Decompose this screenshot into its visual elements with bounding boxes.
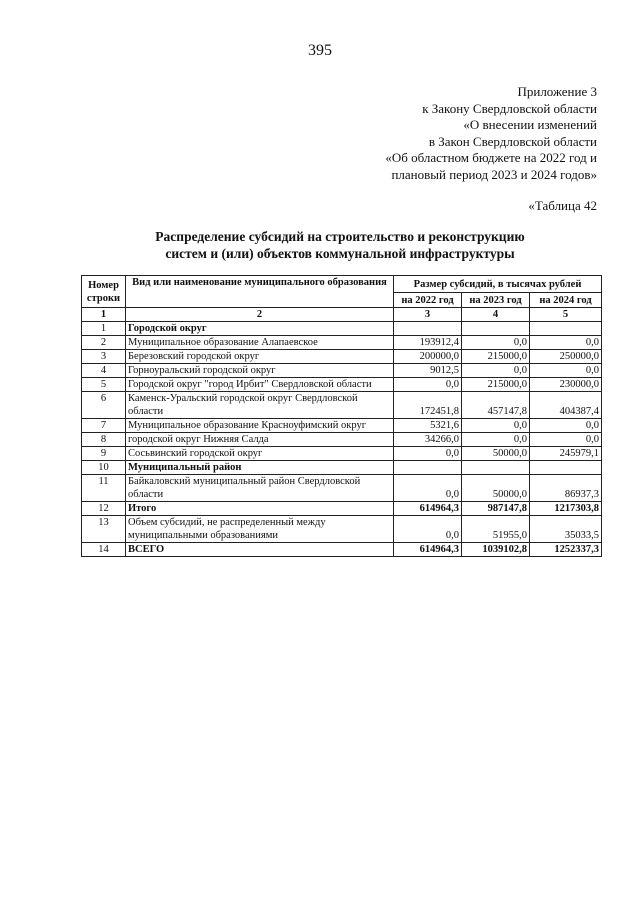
value-2024: 1252337,3	[530, 543, 602, 557]
row-name: Березовский городской округ	[126, 350, 394, 364]
row-number: 8	[82, 433, 126, 447]
header-amount: Размер субсидий, в тысячах рублей	[394, 276, 602, 293]
table-row	[82, 392, 602, 419]
appendix-header	[385, 84, 597, 184]
value-2022: 0,0	[394, 378, 462, 392]
row-number: 5	[82, 378, 126, 392]
value-2024: 1217303,8	[530, 502, 602, 516]
appendix-line: Приложение 3	[517, 84, 597, 99]
row-name: Горноуральский городской округ	[126, 364, 394, 378]
header-2023: на 2023 год	[462, 293, 530, 308]
value-2024: 0,0	[530, 419, 602, 433]
row-name: городской округ Нижняя Салда	[126, 433, 394, 447]
value-2023: 457147,8	[462, 392, 530, 419]
table-row	[82, 336, 602, 350]
table-row	[82, 543, 602, 557]
row-name: Городской округ	[126, 322, 394, 336]
value-2024	[530, 322, 602, 336]
row-number: 14	[82, 543, 126, 557]
table-row	[82, 461, 602, 475]
row-name: Муниципальное образование Красноуфимский округ	[126, 419, 394, 433]
row-name: Байкаловский муниципальный район Свердловской области	[126, 475, 394, 502]
row-number: 2	[82, 336, 126, 350]
row-number: 4	[82, 364, 126, 378]
table-row	[82, 475, 602, 502]
value-2023: 215000,0	[462, 350, 530, 364]
value-2023: 0,0	[462, 419, 530, 433]
subsidy-table	[81, 275, 602, 557]
row-number: 13	[82, 516, 126, 543]
table-row	[82, 447, 602, 461]
table-row	[82, 516, 602, 543]
column-number: 1	[82, 308, 126, 322]
appendix-line: к Закону Свердловской области	[422, 100, 597, 116]
column-number: 2	[126, 308, 394, 322]
column-number: 3	[394, 308, 462, 322]
value-2022: 614964,3	[394, 543, 462, 557]
value-2023: 50000,0	[462, 475, 530, 502]
value-2024: 245979,1	[530, 447, 602, 461]
title-line: систем и (или) объектов коммунальной инфраструктуры	[165, 246, 515, 261]
value-2023: 987147,8	[462, 502, 530, 516]
value-2023: 215000,0	[462, 378, 530, 392]
value-2022: 9012,5	[394, 364, 462, 378]
header-row-no: Номер строки	[82, 276, 126, 308]
row-name: Муниципальное образование Алапаевское	[126, 336, 394, 350]
value-2023: 0,0	[462, 364, 530, 378]
row-name: ВСЕГО	[126, 543, 394, 557]
appendix-line: в Закон Свердловской области	[428, 133, 597, 149]
value-2024	[530, 461, 602, 475]
column-number: 5	[530, 308, 602, 322]
row-number: 3	[82, 350, 126, 364]
value-2024: 230000,0	[530, 378, 602, 392]
value-2023: 1039102,8	[462, 543, 530, 557]
value-2023: 51955,0	[462, 516, 530, 543]
appendix-line: плановый период 2023 и 2024 годов»	[391, 166, 597, 182]
value-2022	[394, 461, 462, 475]
table-label: «Таблица 42	[528, 198, 597, 213]
value-2024: 404387,4	[530, 392, 602, 419]
value-2022: 0,0	[394, 516, 462, 543]
row-name: Сосьвинский городской округ	[126, 447, 394, 461]
title-line: Распределение субсидий на строительство и реконструкцию	[155, 229, 525, 244]
value-2023	[462, 461, 530, 475]
table-row	[82, 350, 602, 364]
row-number: 11	[82, 475, 126, 502]
row-name: Итого	[126, 502, 394, 516]
column-numbers-row	[82, 308, 602, 322]
row-number: 10	[82, 461, 126, 475]
table-row	[82, 378, 602, 392]
value-2023: 0,0	[462, 336, 530, 350]
value-2024: 0,0	[530, 364, 602, 378]
header-2022: на 2022 год	[394, 293, 462, 308]
appendix-line: «О внесении изменений	[463, 117, 597, 133]
value-2022: 200000,0	[394, 350, 462, 364]
value-2022: 614964,3	[394, 502, 462, 516]
table-row	[82, 419, 602, 433]
value-2024: 250000,0	[530, 350, 602, 364]
row-name: Муниципальный район	[126, 461, 394, 475]
header-2024: на 2024 год	[530, 293, 602, 308]
value-2024: 35033,5	[530, 516, 602, 543]
page-number: 395	[308, 42, 332, 59]
table-row	[82, 364, 602, 378]
value-2022: 34266,0	[394, 433, 462, 447]
document-title	[80, 228, 600, 262]
value-2023: 0,0	[462, 433, 530, 447]
value-2024: 0,0	[530, 433, 602, 447]
row-name: Объем субсидий, не распределенный между муниципальными образованиями	[126, 516, 394, 543]
value-2024: 86937,3	[530, 475, 602, 502]
value-2022: 0,0	[394, 447, 462, 461]
value-2022: 5321,6	[394, 419, 462, 433]
header-name: Вид или наименование муниципального образования	[126, 276, 394, 308]
value-2022: 172451,8	[394, 392, 462, 419]
table-row	[82, 322, 602, 336]
value-2023: 50000,0	[462, 447, 530, 461]
value-2023	[462, 322, 530, 336]
value-2022	[394, 322, 462, 336]
row-number: 7	[82, 419, 126, 433]
row-number: 1	[82, 322, 126, 336]
row-name: Городской округ "город Ирбит" Свердловской области	[126, 378, 394, 392]
appendix-line: «Об областном бюджете на 2022 год и	[385, 150, 597, 166]
column-number: 4	[462, 308, 530, 322]
row-number: 9	[82, 447, 126, 461]
row-number: 6	[82, 392, 126, 419]
table-row	[82, 502, 602, 516]
row-number: 12	[82, 502, 126, 516]
value-2022: 193912,4	[394, 336, 462, 350]
table-row	[82, 433, 602, 447]
value-2024: 0,0	[530, 336, 602, 350]
row-name: Каменск-Уральский городской округ Свердловской области	[126, 392, 394, 419]
value-2022: 0,0	[394, 475, 462, 502]
